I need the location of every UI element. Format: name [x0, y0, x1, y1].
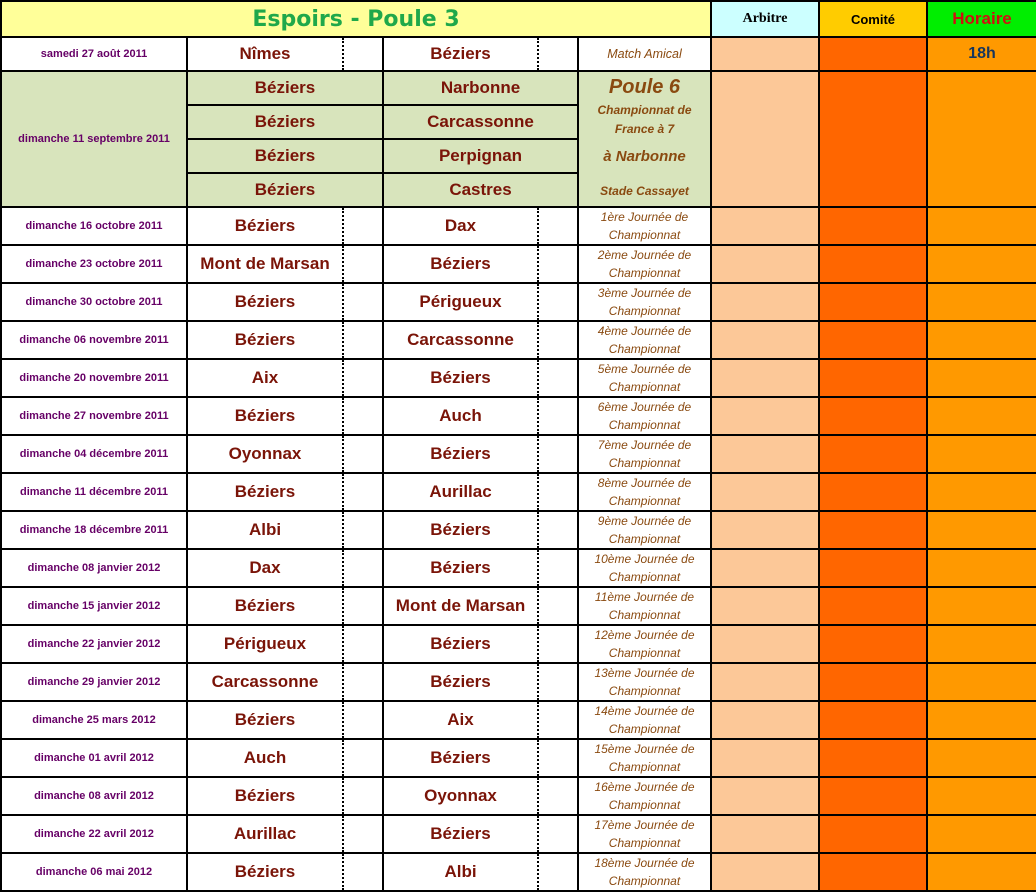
- away-team: Béziers: [383, 37, 538, 71]
- match-date: dimanche 23 octobre 2011: [1, 245, 187, 283]
- arbitre-cell[interactable]: [711, 587, 819, 625]
- arbitre-cell[interactable]: [711, 283, 819, 321]
- horaire-cell[interactable]: [927, 283, 1036, 321]
- match-date: dimanche 22 janvier 2012: [1, 625, 187, 663]
- tournament-title: Poule 6: [608, 75, 681, 98]
- match-info: Match Amical: [578, 37, 711, 71]
- home-score-cell[interactable]: [343, 435, 383, 473]
- match-info: 7ème Journée de Championnat: [578, 435, 711, 473]
- home-team: Oyonnax: [187, 435, 343, 473]
- comite-cell[interactable]: [819, 739, 927, 777]
- home-team: Béziers: [187, 473, 343, 511]
- friendly-row: [1, 37, 1036, 71]
- horaire-cell[interactable]: [927, 245, 1036, 283]
- home-team: Albi: [187, 511, 343, 549]
- tournament-info: [578, 71, 711, 207]
- away-team: Béziers: [383, 663, 538, 701]
- home-team: Béziers: [187, 139, 383, 173]
- comite-cell[interactable]: [819, 359, 927, 397]
- horaire-cell[interactable]: [927, 853, 1036, 891]
- match-row: [1, 321, 1036, 359]
- match-row: [1, 549, 1036, 587]
- match-info: 14ème Journée de Championnat: [578, 701, 711, 739]
- comite-cell[interactable]: [819, 511, 927, 549]
- home-score-cell[interactable]: [343, 473, 383, 511]
- arbitre-header: Arbitre: [711, 1, 819, 37]
- away-score-cell[interactable]: [538, 587, 578, 625]
- away-team: Oyonnax: [383, 777, 538, 815]
- away-team: Béziers: [383, 435, 538, 473]
- match-date: dimanche 11 décembre 2011: [1, 473, 187, 511]
- home-team: Dax: [187, 549, 343, 587]
- match-date: dimanche 25 mars 2012: [1, 701, 187, 739]
- home-score-cell[interactable]: [343, 245, 383, 283]
- away-team: Béziers: [383, 739, 538, 777]
- comite-header: Comité: [819, 1, 927, 37]
- arbitre-cell[interactable]: [711, 511, 819, 549]
- home-score-cell[interactable]: [343, 853, 383, 891]
- match-info: 2ème Journée de Championnat: [578, 245, 711, 283]
- home-score-cell[interactable]: [343, 359, 383, 397]
- match-info: 9ème Journée de Championnat: [578, 511, 711, 549]
- horaire-cell[interactable]: [927, 207, 1036, 245]
- home-team: Périgueux: [187, 625, 343, 663]
- away-score-cell[interactable]: [538, 321, 578, 359]
- horaire-cell[interactable]: [927, 549, 1036, 587]
- match-info: 3ème Journée de Championnat: [578, 283, 711, 321]
- comite-cell[interactable]: [819, 549, 927, 587]
- match-date: dimanche 08 janvier 2012: [1, 549, 187, 587]
- home-score-cell[interactable]: [343, 587, 383, 625]
- match-info: 16ème Journée de Championnat: [578, 777, 711, 815]
- horaire-cell[interactable]: [927, 435, 1036, 473]
- away-team: Béziers: [383, 549, 538, 587]
- match-info: 5ème Journée de Championnat: [578, 359, 711, 397]
- comite-cell[interactable]: [819, 245, 927, 283]
- match-row: [1, 815, 1036, 853]
- match-row: [1, 625, 1036, 663]
- match-date: dimanche 22 avril 2012: [1, 815, 187, 853]
- home-team: Béziers: [187, 283, 343, 321]
- header-row: [1, 1, 1036, 37]
- away-score-cell[interactable]: [538, 245, 578, 283]
- match-info: 15ème Journée de Championnat: [578, 739, 711, 777]
- arbitre-cell[interactable]: [711, 549, 819, 587]
- match-row: [1, 207, 1036, 245]
- arbitre-cell[interactable]: [711, 37, 819, 71]
- away-score-cell[interactable]: [538, 473, 578, 511]
- match-info: 12ème Journée de Championnat: [578, 625, 711, 663]
- home-team: Nîmes: [187, 37, 343, 71]
- away-score-cell[interactable]: [538, 815, 578, 853]
- away-team: Aix: [383, 701, 538, 739]
- home-team: Aurillac: [187, 815, 343, 853]
- home-score-cell[interactable]: [343, 625, 383, 663]
- away-team: Castres: [383, 173, 578, 207]
- arbitre-cell[interactable]: [711, 473, 819, 511]
- match-date: dimanche 08 avril 2012: [1, 777, 187, 815]
- away-score-cell[interactable]: [538, 777, 578, 815]
- tournament-subtitle: Championnat de France à 7: [597, 102, 692, 136]
- horaire-cell[interactable]: [927, 625, 1036, 663]
- match-row: [1, 663, 1036, 701]
- comite-cell[interactable]: [819, 71, 927, 207]
- match-info: 4ème Journée de Championnat: [578, 321, 711, 359]
- horaire-cell[interactable]: [927, 701, 1036, 739]
- home-score-cell[interactable]: [343, 739, 383, 777]
- match-row: [1, 587, 1036, 625]
- away-team: Béziers: [383, 625, 538, 663]
- home-team: Mont de Marsan: [187, 245, 343, 283]
- away-score-cell[interactable]: [538, 435, 578, 473]
- arbitre-cell[interactable]: [711, 207, 819, 245]
- match-date: dimanche 11 septembre 2011: [1, 71, 187, 207]
- away-team: Auch: [383, 397, 538, 435]
- match-date: samedi 27 août 2011: [1, 37, 187, 71]
- tournament-row: [1, 71, 1036, 105]
- home-team: Béziers: [187, 777, 343, 815]
- match-row: [1, 435, 1036, 473]
- match-row: [1, 701, 1036, 739]
- match-row: [1, 283, 1036, 321]
- away-score-cell[interactable]: [538, 37, 578, 71]
- horaire-cell[interactable]: [927, 71, 1036, 207]
- home-score-cell[interactable]: [343, 397, 383, 435]
- home-score-cell[interactable]: [343, 815, 383, 853]
- away-score-cell[interactable]: [538, 511, 578, 549]
- match-row: [1, 245, 1036, 283]
- home-team: Béziers: [187, 701, 343, 739]
- away-team: Dax: [383, 207, 538, 245]
- away-team: Carcassonne: [383, 321, 538, 359]
- horaire-cell[interactable]: [927, 473, 1036, 511]
- arbitre-cell[interactable]: [711, 701, 819, 739]
- comite-cell[interactable]: [819, 397, 927, 435]
- away-score-cell[interactable]: [538, 549, 578, 587]
- away-score-cell[interactable]: [538, 397, 578, 435]
- away-team: Albi: [383, 853, 538, 891]
- away-score-cell[interactable]: [538, 283, 578, 321]
- match-info: 17ème Journée de Championnat: [578, 815, 711, 853]
- comite-cell[interactable]: [819, 587, 927, 625]
- home-team: Béziers: [187, 587, 343, 625]
- home-team: Auch: [187, 739, 343, 777]
- comite-cell[interactable]: [819, 283, 927, 321]
- comite-cell[interactable]: [819, 777, 927, 815]
- away-score-cell[interactable]: [538, 359, 578, 397]
- arbitre-cell[interactable]: [711, 245, 819, 283]
- home-score-cell[interactable]: [343, 207, 383, 245]
- comite-cell[interactable]: [819, 815, 927, 853]
- home-team: Carcassonne: [187, 663, 343, 701]
- arbitre-cell[interactable]: [711, 777, 819, 815]
- match-row: [1, 473, 1036, 511]
- away-team: Béziers: [383, 359, 538, 397]
- away-team: Béziers: [383, 815, 538, 853]
- home-score-cell[interactable]: [343, 511, 383, 549]
- match-date: dimanche 18 décembre 2011: [1, 511, 187, 549]
- match-row: [1, 739, 1036, 777]
- home-team: Béziers: [187, 397, 343, 435]
- match-date: dimanche 30 octobre 2011: [1, 283, 187, 321]
- home-score-cell[interactable]: [343, 549, 383, 587]
- tournament-venue: Stade Cassayet: [600, 183, 689, 198]
- match-row: [1, 853, 1036, 891]
- comite-cell[interactable]: [819, 207, 927, 245]
- away-score-cell[interactable]: [538, 625, 578, 663]
- match-info: 18ème Journée de Championnat: [578, 853, 711, 891]
- horaire-header: Horaire: [927, 1, 1036, 37]
- match-date: dimanche 16 octobre 2011: [1, 207, 187, 245]
- away-score-cell[interactable]: [538, 701, 578, 739]
- match-date: dimanche 20 novembre 2011: [1, 359, 187, 397]
- match-date: dimanche 01 avril 2012: [1, 739, 187, 777]
- match-row: [1, 511, 1036, 549]
- sheet-title: Espoirs - Poule 3: [1, 1, 711, 37]
- match-date: dimanche 06 novembre 2011: [1, 321, 187, 359]
- away-team: Périgueux: [383, 283, 538, 321]
- comite-cell[interactable]: [819, 37, 927, 71]
- arbitre-cell[interactable]: [711, 359, 819, 397]
- match-row: [1, 359, 1036, 397]
- away-score-cell[interactable]: [538, 853, 578, 891]
- comite-cell[interactable]: [819, 853, 927, 891]
- match-date: dimanche 29 janvier 2012: [1, 663, 187, 701]
- away-score-cell[interactable]: [538, 739, 578, 777]
- match-info: 8ème Journée de Championnat: [578, 473, 711, 511]
- home-team: Béziers: [187, 105, 383, 139]
- home-team: Béziers: [187, 207, 343, 245]
- match-info: 10ème Journée de Championnat: [578, 549, 711, 587]
- away-score-cell[interactable]: [538, 663, 578, 701]
- home-score-cell[interactable]: [343, 37, 383, 71]
- arbitre-cell[interactable]: [711, 71, 819, 207]
- horaire-cell[interactable]: [927, 397, 1036, 435]
- comite-cell[interactable]: [819, 701, 927, 739]
- comite-cell[interactable]: [819, 625, 927, 663]
- comite-cell[interactable]: [819, 663, 927, 701]
- match-row: [1, 777, 1036, 815]
- home-team: Aix: [187, 359, 343, 397]
- match-date: dimanche 06 mai 2012: [1, 853, 187, 891]
- arbitre-cell[interactable]: [711, 625, 819, 663]
- home-score-cell[interactable]: [343, 321, 383, 359]
- home-score-cell[interactable]: [343, 777, 383, 815]
- match-info: 11ème Journée de Championnat: [578, 587, 711, 625]
- horaire-cell[interactable]: [927, 815, 1036, 853]
- match-row: [1, 397, 1036, 435]
- away-team: Carcassonne: [383, 105, 578, 139]
- arbitre-cell[interactable]: [711, 435, 819, 473]
- horaire-cell[interactable]: [927, 739, 1036, 777]
- arbitre-cell[interactable]: [711, 815, 819, 853]
- horaire-cell[interactable]: [927, 777, 1036, 815]
- arbitre-cell[interactable]: [711, 321, 819, 359]
- home-score-cell[interactable]: [343, 663, 383, 701]
- home-score-cell[interactable]: [343, 701, 383, 739]
- tournament-place: à Narbonne: [603, 147, 686, 165]
- comite-cell[interactable]: [819, 321, 927, 359]
- match-date: dimanche 04 décembre 2011: [1, 435, 187, 473]
- horaire-cell[interactable]: [927, 359, 1036, 397]
- away-team: Perpignan: [383, 139, 578, 173]
- away-team: Mont de Marsan: [383, 587, 538, 625]
- horaire-cell[interactable]: [927, 321, 1036, 359]
- home-score-cell[interactable]: [343, 283, 383, 321]
- match-date: dimanche 15 janvier 2012: [1, 587, 187, 625]
- arbitre-cell[interactable]: [711, 739, 819, 777]
- away-score-cell[interactable]: [538, 207, 578, 245]
- match-info: 1ère Journée de Championnat: [578, 207, 711, 245]
- arbitre-cell[interactable]: [711, 853, 819, 891]
- home-team: Béziers: [187, 173, 383, 207]
- away-team: Aurillac: [383, 473, 538, 511]
- match-date: dimanche 27 novembre 2011: [1, 397, 187, 435]
- away-team: Narbonne: [383, 71, 578, 105]
- horaire-cell[interactable]: 18h: [927, 37, 1036, 71]
- away-team: Béziers: [383, 511, 538, 549]
- horaire-cell[interactable]: [927, 587, 1036, 625]
- home-team: Béziers: [187, 71, 383, 105]
- comite-cell[interactable]: [819, 435, 927, 473]
- match-info: 6ème Journée de Championnat: [578, 397, 711, 435]
- match-info: 13ème Journée de Championnat: [578, 663, 711, 701]
- away-team: Béziers: [383, 245, 538, 283]
- arbitre-cell[interactable]: [711, 663, 819, 701]
- home-team: Béziers: [187, 321, 343, 359]
- home-team: Béziers: [187, 853, 343, 891]
- comite-cell[interactable]: [819, 473, 927, 511]
- arbitre-cell[interactable]: [711, 397, 819, 435]
- horaire-cell[interactable]: [927, 663, 1036, 701]
- horaire-cell[interactable]: [927, 511, 1036, 549]
